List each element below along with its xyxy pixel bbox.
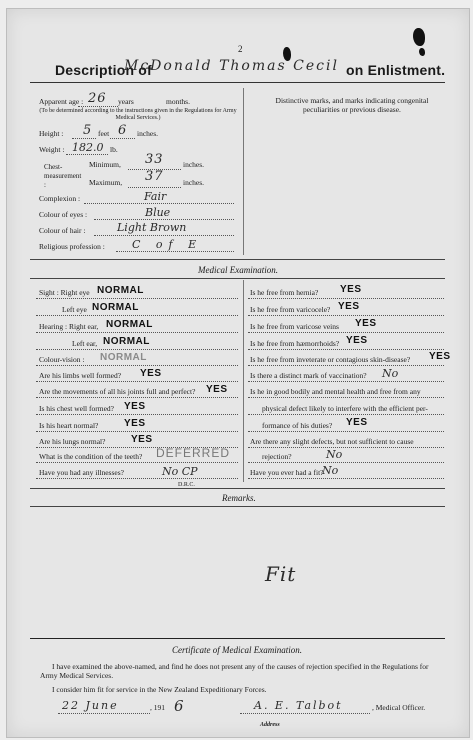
fill-line bbox=[248, 298, 444, 299]
certificate-date: 22 June bbox=[62, 699, 119, 712]
medical-answer-stamp: YES bbox=[346, 417, 368, 428]
medical-question-label: Are the movements of all his joints full and perfect? bbox=[39, 387, 196, 396]
chest-maximum-value: 37 bbox=[145, 169, 164, 184]
medical-question-label: Are his lungs normal? bbox=[39, 437, 106, 446]
medical-question-label: What is the condition of the teeth? bbox=[39, 452, 143, 461]
medical-answer-stamp: YES bbox=[131, 434, 153, 445]
age-note: (To be determined according to the instructions given in the Regulations for Army Medical Services.) bbox=[39, 108, 237, 121]
fill-line bbox=[116, 251, 234, 252]
complexion-label: Complexion : bbox=[39, 194, 81, 203]
chest-minimum-label: Minimum, bbox=[89, 160, 121, 169]
remarks-handwritten: Fit bbox=[265, 562, 297, 586]
fill-line bbox=[36, 431, 238, 432]
fill-line bbox=[36, 478, 238, 479]
fill-line bbox=[248, 397, 444, 398]
fill-line bbox=[248, 478, 444, 479]
fill-line bbox=[36, 315, 238, 316]
address-label: Address bbox=[260, 722, 280, 728]
medical-answer-stamp: NORMAL bbox=[97, 285, 144, 296]
fill-line bbox=[248, 414, 444, 415]
medical-question-label: Is there a distinct mark of vaccination? bbox=[250, 371, 367, 380]
medical-answer-stamp: No bbox=[322, 464, 339, 477]
medical-question-label: Are his limbs well formed? bbox=[39, 371, 122, 380]
religion-label: Religious profession : bbox=[39, 242, 105, 251]
medical-question-label: Have you ever had a fit? bbox=[250, 468, 324, 477]
weight-value: 182.0 bbox=[72, 141, 104, 154]
drc-note: D.R.C. bbox=[178, 482, 195, 488]
hair-colour-label: Colour of hair : bbox=[39, 226, 86, 235]
height-label: Height : bbox=[39, 129, 64, 138]
medical-question-label: rejection? bbox=[262, 452, 292, 461]
column-divider bbox=[243, 88, 244, 255]
officer-signature: A. E. Talbot bbox=[254, 699, 343, 712]
years-label: years bbox=[118, 97, 134, 106]
medical-answer-stamp: YES bbox=[355, 318, 377, 329]
fill-line bbox=[58, 713, 150, 714]
fill-line bbox=[94, 235, 234, 236]
medical-question-label: Is he free from hæmorrhoids? bbox=[250, 339, 340, 348]
medical-question-label: Have you had any illnesses? bbox=[39, 468, 124, 477]
medical-question-label: Sight : Right eye bbox=[39, 288, 90, 297]
medical-question-label: Is he free from varicose veins bbox=[250, 322, 339, 331]
fill-line bbox=[94, 219, 234, 220]
medical-answer-stamp: YES bbox=[340, 284, 362, 295]
age-value: 26 bbox=[88, 91, 107, 106]
fill-line bbox=[36, 381, 238, 382]
fill-line bbox=[36, 298, 238, 299]
section-rule bbox=[30, 278, 445, 279]
age-label: Apparent age : bbox=[39, 97, 84, 106]
medical-question-label: Is he free from inveterate or contagious skin-disease? bbox=[250, 355, 411, 364]
chest-maximum-label: Maximum, bbox=[89, 178, 123, 187]
eye-colour-value: Blue bbox=[145, 206, 171, 219]
distinctive-marks-label: Distinctive marks, and marks indicating congenital peculiarities or previous disease. bbox=[275, 96, 429, 114]
medical-answer-stamp: YES bbox=[124, 418, 146, 429]
medical-question-label: Are there any slight defects, but not sufficient to cause bbox=[250, 437, 414, 446]
remarks-heading: Remarks. bbox=[222, 493, 256, 503]
fill-line bbox=[66, 154, 108, 155]
height-inches-value: 6 bbox=[118, 123, 128, 138]
title-rule bbox=[30, 82, 445, 83]
medical-answer-stamp: NORMAL bbox=[92, 302, 139, 313]
medical-question-label: Colour-vision : bbox=[39, 355, 85, 364]
medical-question-label: Is he free from hernia? bbox=[250, 288, 319, 297]
enlistee-name: McDonald Thomas Cecil bbox=[124, 58, 339, 74]
section-rule bbox=[30, 259, 445, 260]
chest-minimum-value: 33 bbox=[145, 152, 164, 167]
section-rule bbox=[30, 506, 445, 507]
months-label: months. bbox=[166, 97, 190, 106]
medical-answer-stamp: NORMAL bbox=[103, 336, 150, 347]
section-rule bbox=[30, 638, 445, 639]
fill-line bbox=[248, 315, 444, 316]
title-prefix: Description of bbox=[55, 62, 152, 78]
chest-label: Chest-measurement : bbox=[44, 163, 82, 189]
weight-label: Weight : bbox=[39, 145, 65, 154]
fill-line bbox=[78, 106, 118, 107]
page-number: 2 bbox=[238, 44, 243, 54]
section-rule bbox=[30, 488, 445, 489]
title-suffix: on Enlistment. bbox=[346, 62, 446, 78]
certificate-year-digit: 6 bbox=[174, 697, 185, 715]
medical-answer-stamp: YES bbox=[140, 368, 162, 379]
medical-answer-stamp: NORMAL bbox=[106, 319, 153, 330]
certificate-year-prefix: , 191 bbox=[150, 703, 165, 712]
chest-minimum-inches: inches. bbox=[183, 160, 205, 169]
certificate-line-2: I consider him fit for service in the New Zealand Expeditionary Forces. bbox=[52, 685, 267, 694]
height-feet-value: 5 bbox=[83, 123, 93, 138]
medical-question-label: formance of his duties? bbox=[262, 421, 333, 430]
complexion-value: Fair bbox=[144, 190, 167, 203]
medical-answer-stamp: YES bbox=[338, 301, 360, 312]
certificate-line-1: I have examined the above-named, and find he does not present any of the causes of rejection specified in the Regulations for Army Medical Services. bbox=[40, 662, 429, 680]
feet-label: feet bbox=[98, 129, 110, 138]
medical-officer-label: , Medical Officer. bbox=[372, 703, 426, 712]
fill-line bbox=[84, 203, 234, 204]
medical-question-label: Is his heart normal? bbox=[39, 421, 99, 430]
fill-line bbox=[248, 349, 444, 350]
fill-line bbox=[36, 349, 238, 350]
medical-question-label: physical defect likely to interfere with the efficient per- bbox=[262, 404, 428, 413]
ink-blot bbox=[419, 48, 425, 56]
fill-line bbox=[248, 431, 444, 432]
medical-question-label: Left ear, bbox=[72, 339, 98, 348]
fill-line bbox=[248, 447, 444, 448]
fill-line bbox=[36, 462, 238, 463]
medical-question-label: Is his chest well formed? bbox=[39, 404, 114, 413]
medical-answer-stamp: YES bbox=[346, 335, 368, 346]
certificate-heading: Certificate of Medical Examination. bbox=[172, 645, 302, 655]
fill-line bbox=[248, 381, 444, 382]
fill-line bbox=[240, 713, 370, 714]
medical-examination-heading: Medical Examination. bbox=[198, 265, 278, 275]
fill-line bbox=[128, 187, 181, 188]
inches-label: inches. bbox=[137, 129, 159, 138]
medical-question-label: Is he in good bodily and mental health and free from any bbox=[250, 387, 421, 396]
religion-value: C of E bbox=[132, 238, 203, 251]
fill-line bbox=[248, 332, 444, 333]
fill-line bbox=[36, 332, 238, 333]
eye-colour-label: Colour of eyes : bbox=[39, 210, 88, 219]
medical-answer-stamp: NORMAL bbox=[100, 352, 147, 363]
fill-line bbox=[36, 365, 238, 366]
medical-question-label: Is he free from varicocele? bbox=[250, 305, 331, 314]
medical-question-label: Left eye bbox=[62, 305, 87, 314]
medical-answer-stamp: No bbox=[382, 367, 399, 380]
fill-line bbox=[128, 169, 181, 170]
chest-maximum-inches: inches. bbox=[183, 178, 205, 187]
fill-line bbox=[72, 138, 96, 139]
fill-line bbox=[36, 397, 238, 398]
lb-label: lb. bbox=[110, 145, 118, 154]
fill-line bbox=[248, 462, 444, 463]
medical-answer-stamp: No CP bbox=[162, 465, 198, 478]
medical-answer-stamp: No bbox=[326, 448, 343, 461]
medical-answer-stamp: DEFERRED bbox=[156, 446, 231, 460]
fill-line bbox=[110, 138, 135, 139]
ink-blot bbox=[413, 28, 425, 46]
fill-line bbox=[248, 365, 444, 366]
medical-answer-stamp: YES bbox=[206, 384, 228, 395]
fill-line bbox=[36, 414, 238, 415]
medical-answer-stamp: YES bbox=[429, 351, 451, 362]
medical-answer-stamp: YES bbox=[124, 401, 146, 412]
medical-question-label: Hearing : Right ear, bbox=[39, 322, 99, 331]
medical-column-divider bbox=[243, 280, 244, 482]
hair-colour-value: Light Brown bbox=[117, 221, 187, 234]
